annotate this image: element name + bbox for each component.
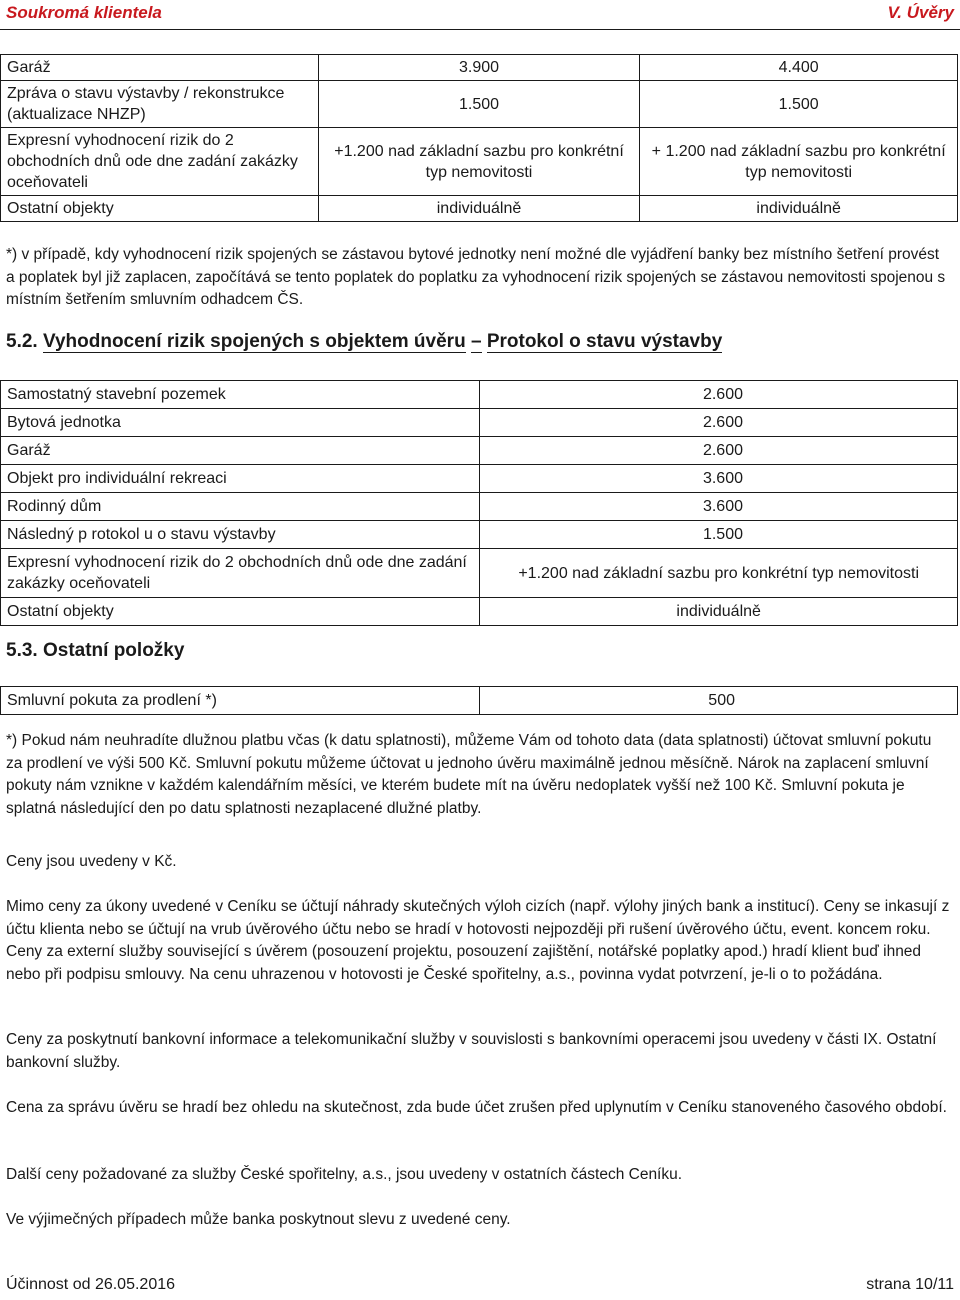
table-row — [1, 381, 958, 409]
section-heading-5-3: 5.3. Ostatní položky — [6, 640, 185, 661]
paragraph-discount: Ve výjimečných případech může banka poskytnout slevu z uvedené ceny. — [6, 1211, 511, 1228]
row-value: 2.600 — [480, 381, 958, 409]
header-section-title: Soukromá klientela — [6, 3, 162, 22]
page-header — [0, 0, 960, 26]
table-row — [1, 493, 958, 521]
footnote-valuation: *) v případě, kdy vyhodnocení rizik spojených se zástavou bytové jednotky není možné dle vyjádření banky bez místního šetření provést a poplatek byl již zaplacen, započítává se tento poplatek do poplatku za vyhodnocení rizik spojených se zástavou nemovitosti spojenou s místním šetřením smluvním odhadcem ČS. — [6, 246, 946, 308]
table-row — [1, 521, 958, 549]
table-row — [1, 81, 958, 128]
row-value: +1.200 nad základní sazbu pro konkrétní typ nemovitosti — [480, 549, 958, 598]
row-value: individuálně — [480, 598, 958, 626]
row-value: 2.600 — [480, 409, 958, 437]
table-row — [1, 687, 958, 715]
row-value: 2.600 — [480, 437, 958, 465]
row-label: Zpráva o stavu výstavby / rekonstrukce (aktualizace NHZP) — [1, 81, 319, 128]
table-row — [1, 437, 958, 465]
row-label: Garáž — [1, 437, 480, 465]
valuation-fee-table — [0, 54, 958, 222]
header-divider — [0, 29, 960, 30]
table-row — [1, 128, 958, 196]
row-label: Expresní vyhodnocení rizik do 2 obchodních dnů ode dne zadání zakázky oceňovateli — [1, 549, 480, 598]
row-label: Ostatní objekty — [1, 598, 480, 626]
row-value: 3.600 — [480, 493, 958, 521]
section-heading-5-2 — [6, 331, 722, 353]
row-label: Objekt pro individuální rekreaci — [1, 465, 480, 493]
row-label: Samostatný stavební pozemek — [1, 381, 480, 409]
paragraph-currency: Ceny jsou uvedeny v Kč. — [6, 853, 177, 870]
row-value-2: 1.500 — [640, 81, 958, 128]
paragraph-administration: Cena za správu úvěru se hradí bez ohledu na skutečnost, zda bude účet zrušen před uplynutím v Ceníku stanoveného časového období. — [6, 1099, 947, 1116]
row-value-1: 3.900 — [318, 55, 640, 81]
row-label: Expresní vyhodnocení rizik do 2 obchodních dnů ode dne zadání zakázky oceňovateli — [1, 128, 319, 196]
table-row — [1, 409, 958, 437]
section-number: 5.2. — [6, 331, 38, 352]
table-row — [1, 549, 958, 598]
section-subtitle: Protokol o stavu výstavby — [486, 331, 723, 352]
paragraph-expenses: Mimo ceny za úkony uvedené v Ceníku se účtují náhrady skutečných výloh cizích (např. výlohy jiných bank a institucí). Ceny se inkasují z účtu klienta nebo se účtují na vrub úvěrového účtu nebo se hradí v hotovosti nejpozději při rušení úvěrového účtu, event. koncem roku. Ceny za externí služby související s úvěrem (posouzení projektu, posouzení zajištění, notářské poplatky apod.) hradí klient buď ihned nebo při podpisu smlouvy. Na cenu uhrazenou v hotovosti je České spořitelny, a.s., povinna vydat potvrzení, je-li o to požádána. — [6, 898, 950, 983]
row-value-2: individuálně — [640, 196, 958, 222]
penalty-table — [0, 686, 958, 715]
section-title: Vyhodnocení rizik spojených s objektem úvěru — [42, 331, 466, 352]
row-value-2: + 1.200 nad základní sazbu pro konkrétní typ nemovitosti — [640, 128, 958, 196]
table-row — [1, 465, 958, 493]
construction-protocol-table — [0, 380, 958, 626]
row-label: Následný p rotokol u o stavu výstavby — [1, 521, 480, 549]
row-value-1: individuálně — [318, 196, 640, 222]
table-row — [1, 196, 958, 222]
table-row — [1, 55, 958, 81]
footer-page-number: strana 10/11 — [866, 1276, 954, 1293]
row-value-2: 4.400 — [640, 55, 958, 81]
row-value: 1.500 — [480, 521, 958, 549]
paragraph-penalty-note: *) Pokud nám neuhradíte dlužnou platbu včas (k datu splatnosti), můžeme Vám od tohoto data (data splatnosti) účtovat smluvní pokutu za prodlení ve výši 500 Kč. Smluvní pokutu můžeme účtovat u jednoho úvěru maximálně jednou měsíčně. Nárok na zaplacení smluvní pokuty nám vznikne v každém kalendářním měsíci, ve kterém budete mít na úvěru nedoplatek vyšší než 100 Kč. Smluvní pokuta je splatná následující den po datu splatnosti nezaplacené dlužné platby. — [6, 732, 932, 817]
row-value: 3.600 — [480, 465, 958, 493]
row-label: Garáž — [1, 55, 319, 81]
paragraph-other-prices: Další ceny požadované za služby České spořitelny, a.s., jsou uvedeny v ostatních částech Ceníku. — [6, 1166, 683, 1183]
row-label: Smluvní pokuta za prodlení *) — [1, 687, 480, 715]
paragraph-bank-info: Ceny za poskytnutí bankovní informace a telekomunikační služby v souvislosti s bankovními operacemi jsou uvedeny v části IX. Ostatní bankovní služby. — [6, 1031, 937, 1071]
row-label: Ostatní objekty — [1, 196, 319, 222]
row-label: Rodinný dům — [1, 493, 480, 521]
row-value-1: 1.500 — [318, 81, 640, 128]
footer-effective-date: Účinnost od 26.05.2016 — [6, 1276, 176, 1293]
row-value: 500 — [480, 687, 958, 715]
table-row — [1, 598, 958, 626]
row-label: Bytová jednotka — [1, 409, 480, 437]
section-dash: – — [470, 331, 482, 352]
row-value-1: +1.200 nad základní sazbu pro konkrétní typ nemovitosti — [318, 128, 640, 196]
header-chapter-title: V. Úvěry — [887, 3, 954, 22]
